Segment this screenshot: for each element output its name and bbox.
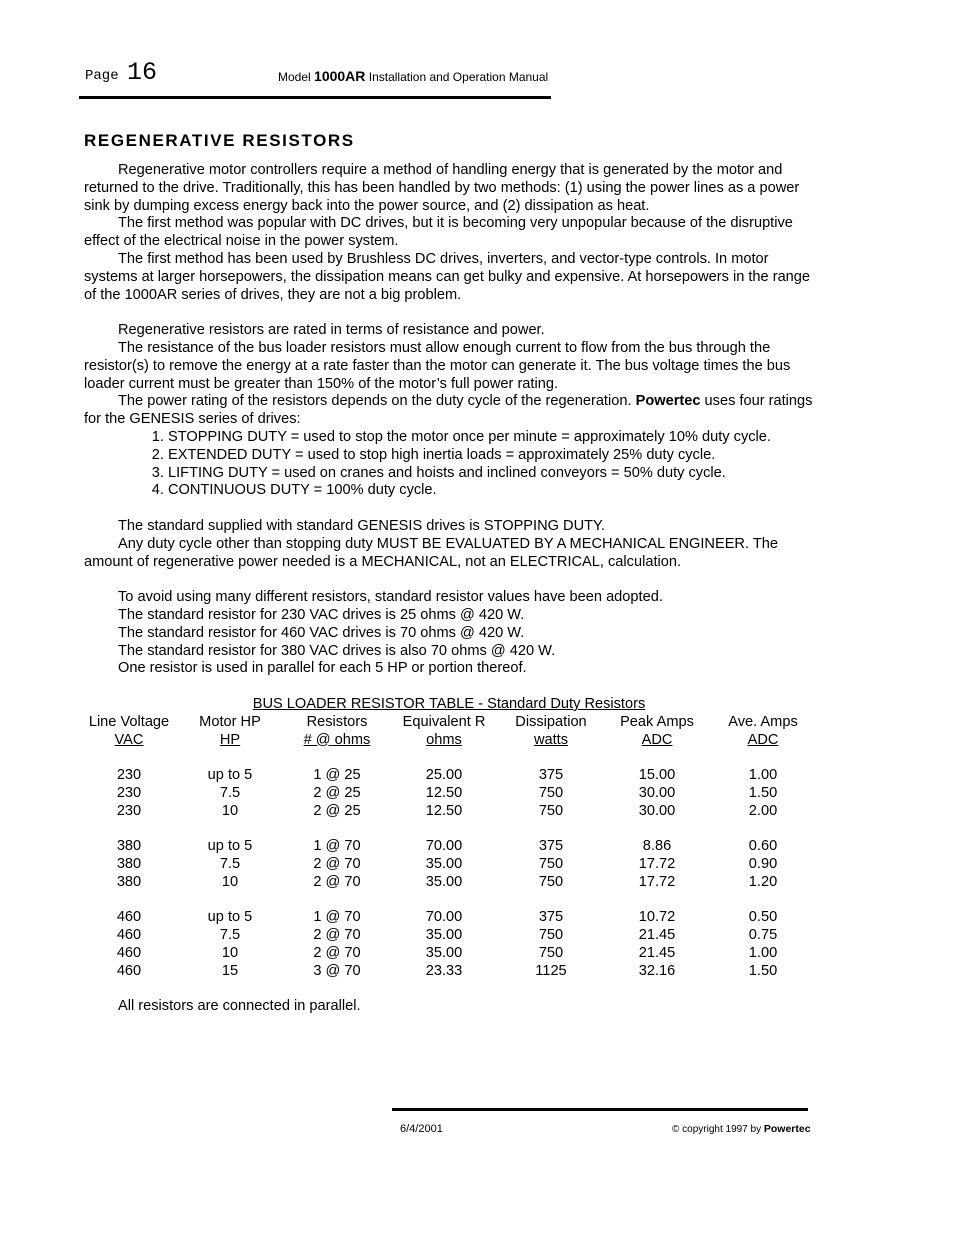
table-cell: 1 @ 70 (313, 838, 361, 855)
paragraph: Regenerative resistors are rated in terms of resistance and power. (118, 322, 545, 339)
table-row (84, 856, 814, 874)
table-cell: 230 (116, 802, 142, 819)
table-spacer-row (84, 820, 814, 838)
table-cell: 0.50 (748, 909, 778, 926)
table-cell: 21.45 (638, 945, 676, 962)
table-caption: BUS LOADER RESISTOR TABLE - Standard Duty Resistors (252, 695, 646, 712)
table-cell: 15.00 (638, 767, 676, 784)
table-cell: 460 (116, 962, 142, 979)
list-item: 1. STOPPING DUTY = used to stop the motor once per minute = approximately 10% duty cycle. (168, 429, 824, 447)
section-title: REGENERATIVE RESISTORS (84, 131, 355, 150)
table-cell: 375 (538, 767, 564, 784)
model-name: 1000AR (314, 68, 366, 84)
paragraph-part: The power rating of the resistors depends on the duty cycle of the regeneration. (118, 393, 632, 410)
page-number: 16 (127, 58, 158, 87)
footer-date: 6/4/2001 (400, 1123, 443, 1135)
table-cell: 2 @ 70 (313, 856, 361, 873)
table-cell: 460 (116, 927, 142, 944)
table-header: Line Voltage (88, 713, 170, 730)
table-cell: 10 (221, 873, 239, 890)
table-unit: VAC (114, 731, 144, 748)
table-cell: 12.50 (425, 784, 463, 801)
table-cell: up to 5 (207, 909, 253, 926)
table-row (84, 838, 814, 856)
table-cell: 0.90 (748, 856, 778, 873)
paragraph: All resistors are connected in parallel. (118, 998, 361, 1015)
manual-title (278, 68, 548, 84)
table-cell: 35.00 (425, 873, 463, 890)
table-cell: 23.33 (425, 962, 463, 979)
model-suffix: Installation and Operation Manual (368, 70, 549, 84)
table-header: Ave. Amps (728, 713, 798, 730)
table-spacer-row (84, 892, 814, 910)
footer-brand: Powertec (763, 1123, 811, 1135)
table-cell: 0.60 (748, 838, 778, 855)
table-row (84, 909, 814, 927)
table-units-row (84, 732, 814, 750)
table-cell: 375 (538, 909, 564, 926)
table-cell: 750 (538, 784, 564, 801)
table-cell: 1.50 (748, 784, 778, 801)
table-unit: ADC (641, 731, 673, 748)
header-rule (79, 96, 551, 99)
page-label: Page (85, 68, 119, 84)
table-row (84, 963, 814, 981)
table-unit: watts (533, 731, 569, 748)
table-row (84, 874, 814, 892)
table-cell: 1 @ 70 (313, 909, 361, 926)
table-cell: 21.45 (638, 927, 676, 944)
table-cell: 3 @ 70 (313, 962, 361, 979)
page-number-label (85, 58, 157, 87)
table-cell: 30.00 (638, 784, 676, 801)
table-cell: 460 (116, 945, 142, 962)
paragraph: The standard resistor for 380 VAC drives is also 70 ohms @ 420 W. (118, 642, 556, 659)
model-prefix: Model (278, 70, 311, 84)
paragraph (84, 393, 824, 429)
paragraph: To avoid using many different resistors, standard resistor values have been adopted. (118, 589, 663, 606)
table-cell: 35.00 (425, 945, 463, 962)
table-cell: 2 @ 70 (313, 873, 361, 890)
table-header: Resistors (306, 713, 368, 730)
footer-rule (392, 1108, 808, 1111)
table-cell: 35.00 (425, 856, 463, 873)
table-cell: 230 (116, 784, 142, 801)
duty-list (84, 429, 824, 500)
table-cell: 2.00 (748, 802, 778, 819)
table-cell: 1.00 (748, 945, 778, 962)
paragraph: The standard resistor for 230 VAC drives is 25 ohms @ 420 W. (118, 606, 525, 623)
table-cell: 10 (221, 945, 239, 962)
paragraph: The first method was popular with DC drives, but it is becoming very unpopular because of the disruptive effect of the electrical noise in the power system. (84, 215, 793, 250)
table-cell: up to 5 (207, 838, 253, 855)
table-row (84, 927, 814, 945)
paragraph: The standard resistor for 460 VAC drives is 70 ohms @ 420 W. (118, 624, 525, 641)
brand-name: Powertec (635, 393, 701, 410)
table-cell: 17.72 (638, 856, 676, 873)
table-cell: 1125 (535, 962, 567, 979)
paragraph: The resistance of the bus loader resistors must allow enough current to flow from the bus through the resistor(s) to remove the energy at a rate faster than the motor can generate it. The bus voltage times the bus loader current must be greater than 150% of the motor’s full power rating. (84, 339, 791, 392)
paragraph: One resistor is used in parallel for each 5 HP or portion thereof. (118, 660, 527, 677)
table-cell: 380 (116, 873, 142, 890)
footer-copyright (672, 1123, 811, 1135)
table-cell: 230 (116, 767, 142, 784)
paragraph-part: uses four ratings for the GENESIS series of drives: (84, 393, 813, 428)
list-item: 2. EXTENDED DUTY = used to stop high inertia loads = approximately 25% duty cycle. (168, 447, 824, 465)
table-cell: 1.00 (748, 767, 778, 784)
table-unit: HP (219, 731, 241, 748)
table-header: Equivalent R (402, 713, 486, 730)
table-cell: 750 (538, 856, 564, 873)
body-text (84, 162, 824, 1016)
table-cell: 15 (221, 962, 239, 979)
table-header: Motor HP (199, 713, 261, 730)
table-cell: 375 (538, 838, 564, 855)
list-item: 3. LIFTING DUTY = used on cranes and hoists and inclined conveyors = 50% duty cycle. (168, 465, 824, 483)
table-unit: ADC (747, 731, 779, 748)
table-unit: # @ ohms (303, 731, 371, 748)
paragraph: The standard supplied with standard GENESIS drives is STOPPING DUTY. (118, 517, 605, 534)
table-cell: 35.00 (425, 927, 463, 944)
table-cell: 460 (116, 909, 142, 926)
table-cell: 1 @ 25 (313, 767, 361, 784)
table-cell: 30.00 (638, 802, 676, 819)
list-item: 4. CONTINUOUS DUTY = 100% duty cycle. (168, 482, 824, 500)
paragraph: Regenerative motor controllers require a method of handling energy that is generated by the motor and returned to the drive. Traditionally, this has been handled by two methods: (1) using the power lines as a power sink by dumping excess energy back into the power source, and (2) dissipation as heat. (84, 162, 800, 214)
table-cell: 7.5 (219, 856, 241, 873)
paragraph: The first method has been used by Brushless DC drives, inverters, and vector-type controls. In motor systems at larger horsepowers, the dissipation means can get bulky and expensive. At horsepowers in the range of the 1000AR series of drives, they are not a big problem. (84, 250, 811, 303)
table-cell: 7.5 (219, 927, 241, 944)
table-cell: 70.00 (425, 838, 463, 855)
table-cell: up to 5 (207, 767, 253, 784)
table-row (84, 803, 814, 821)
table-header: Dissipation (515, 713, 587, 730)
table-cell: 0.75 (748, 927, 778, 944)
paragraph: Any duty cycle other than stopping duty MUST BE EVALUATED BY A MECHANICAL ENGINEER. The amount of regenerative power needed is a MECHANICAL, not an ELECTRICAL, calculation. (84, 535, 778, 570)
table-cell: 2 @ 70 (313, 945, 361, 962)
table-cell: 7.5 (219, 784, 241, 801)
table-row (84, 767, 814, 785)
table-cell: 17.72 (638, 873, 676, 890)
table-cell: 750 (538, 802, 564, 819)
table-cell: 70.00 (425, 909, 463, 926)
table-cell: 2 @ 70 (313, 927, 361, 944)
copyright-text: © copyright 1997 by (672, 1124, 762, 1135)
table-cell: 750 (538, 945, 564, 962)
table-cell: 32.16 (638, 962, 676, 979)
table-header-row (84, 714, 814, 732)
table-cell: 380 (116, 856, 142, 873)
table-spacer-row (84, 749, 814, 767)
table-cell: 2 @ 25 (313, 802, 361, 819)
table-cell: 750 (538, 873, 564, 890)
table-unit: ohms (426, 731, 462, 748)
table-cell: 1.20 (748, 873, 778, 890)
table-cell: 12.50 (425, 802, 463, 819)
table-row (84, 945, 814, 963)
table-row (84, 785, 814, 803)
table-cell: 10 (221, 802, 239, 819)
table-cell: 25.00 (425, 767, 463, 784)
table-cell: 1.50 (748, 962, 778, 979)
table-header: Peak Amps (620, 713, 694, 730)
table-cell: 10.72 (638, 909, 676, 926)
table-cell: 8.86 (642, 838, 672, 855)
table-cell: 380 (116, 838, 142, 855)
table-cell: 2 @ 25 (313, 784, 361, 801)
table-cell: 750 (538, 927, 564, 944)
resistor-table (84, 714, 814, 981)
